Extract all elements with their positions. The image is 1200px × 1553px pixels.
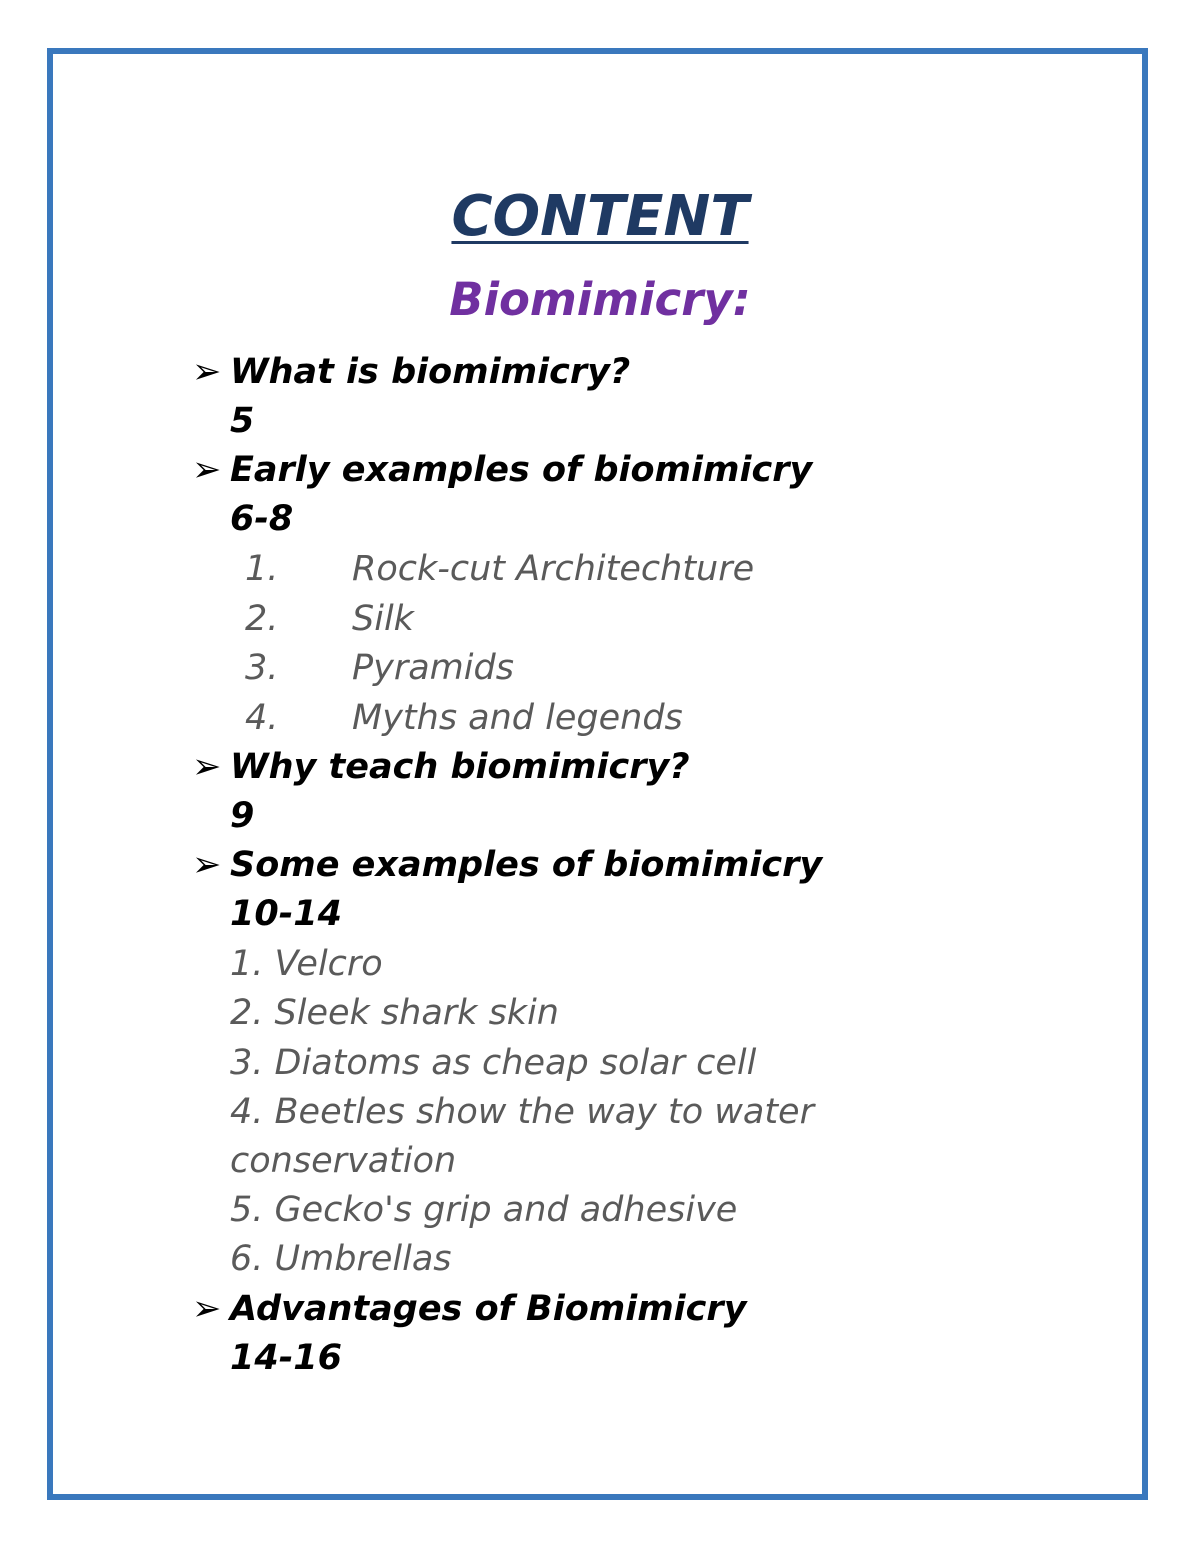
- toc-heading: Why teach biomimicry?: [230, 747, 690, 787]
- list-item: 3. Diatoms as cheap solar cell: [230, 1043, 757, 1083]
- list-item: 1. Velcro: [230, 944, 383, 984]
- arrow-bullet-icon: ➢: [192, 450, 222, 490]
- list-item-text: Rock-cut Architechture: [352, 549, 755, 589]
- toc-page-number: 9: [230, 796, 255, 836]
- arrow-bullet-icon: ➢: [192, 352, 222, 392]
- arrow-bullet-icon: ➢: [192, 1289, 222, 1329]
- arrow-bullet-icon: ➢: [192, 747, 222, 787]
- list-item: 2. Sleek shark skin: [230, 993, 559, 1033]
- toc-heading: What is biomimicry?: [230, 352, 631, 392]
- list-item-text: Myths and legends: [352, 698, 683, 738]
- list-item-number: 1.: [245, 549, 279, 589]
- toc-page-number: 10-14: [230, 894, 342, 934]
- toc-page-number: 6-8: [230, 499, 294, 539]
- toc-page-number: 5: [230, 401, 255, 441]
- list-item-text: Pyramids: [352, 648, 514, 688]
- list-item-number: 2.: [245, 599, 279, 639]
- list-item: 4. Beetles show the way to water: [230, 1092, 814, 1132]
- list-item-number: 3.: [245, 648, 279, 688]
- page-subtitle: Biomimicry:: [449, 273, 751, 326]
- arrow-bullet-icon: ➢: [192, 845, 222, 885]
- list-item-text: Silk: [352, 599, 414, 639]
- toc-heading: Some examples of biomimicry: [230, 845, 823, 885]
- list-item: 6. Umbrellas: [230, 1239, 452, 1279]
- list-item-continuation: conservation: [230, 1141, 457, 1181]
- toc-heading: Advantages of Biomimicry: [230, 1289, 747, 1329]
- list-item-number: 4.: [245, 698, 279, 738]
- toc-page-number: 14-16: [230, 1338, 342, 1378]
- page-title: CONTENT: [451, 184, 749, 249]
- list-item: 5. Gecko's grip and adhesive: [230, 1190, 738, 1230]
- toc-heading: Early examples of biomimicry: [230, 450, 813, 490]
